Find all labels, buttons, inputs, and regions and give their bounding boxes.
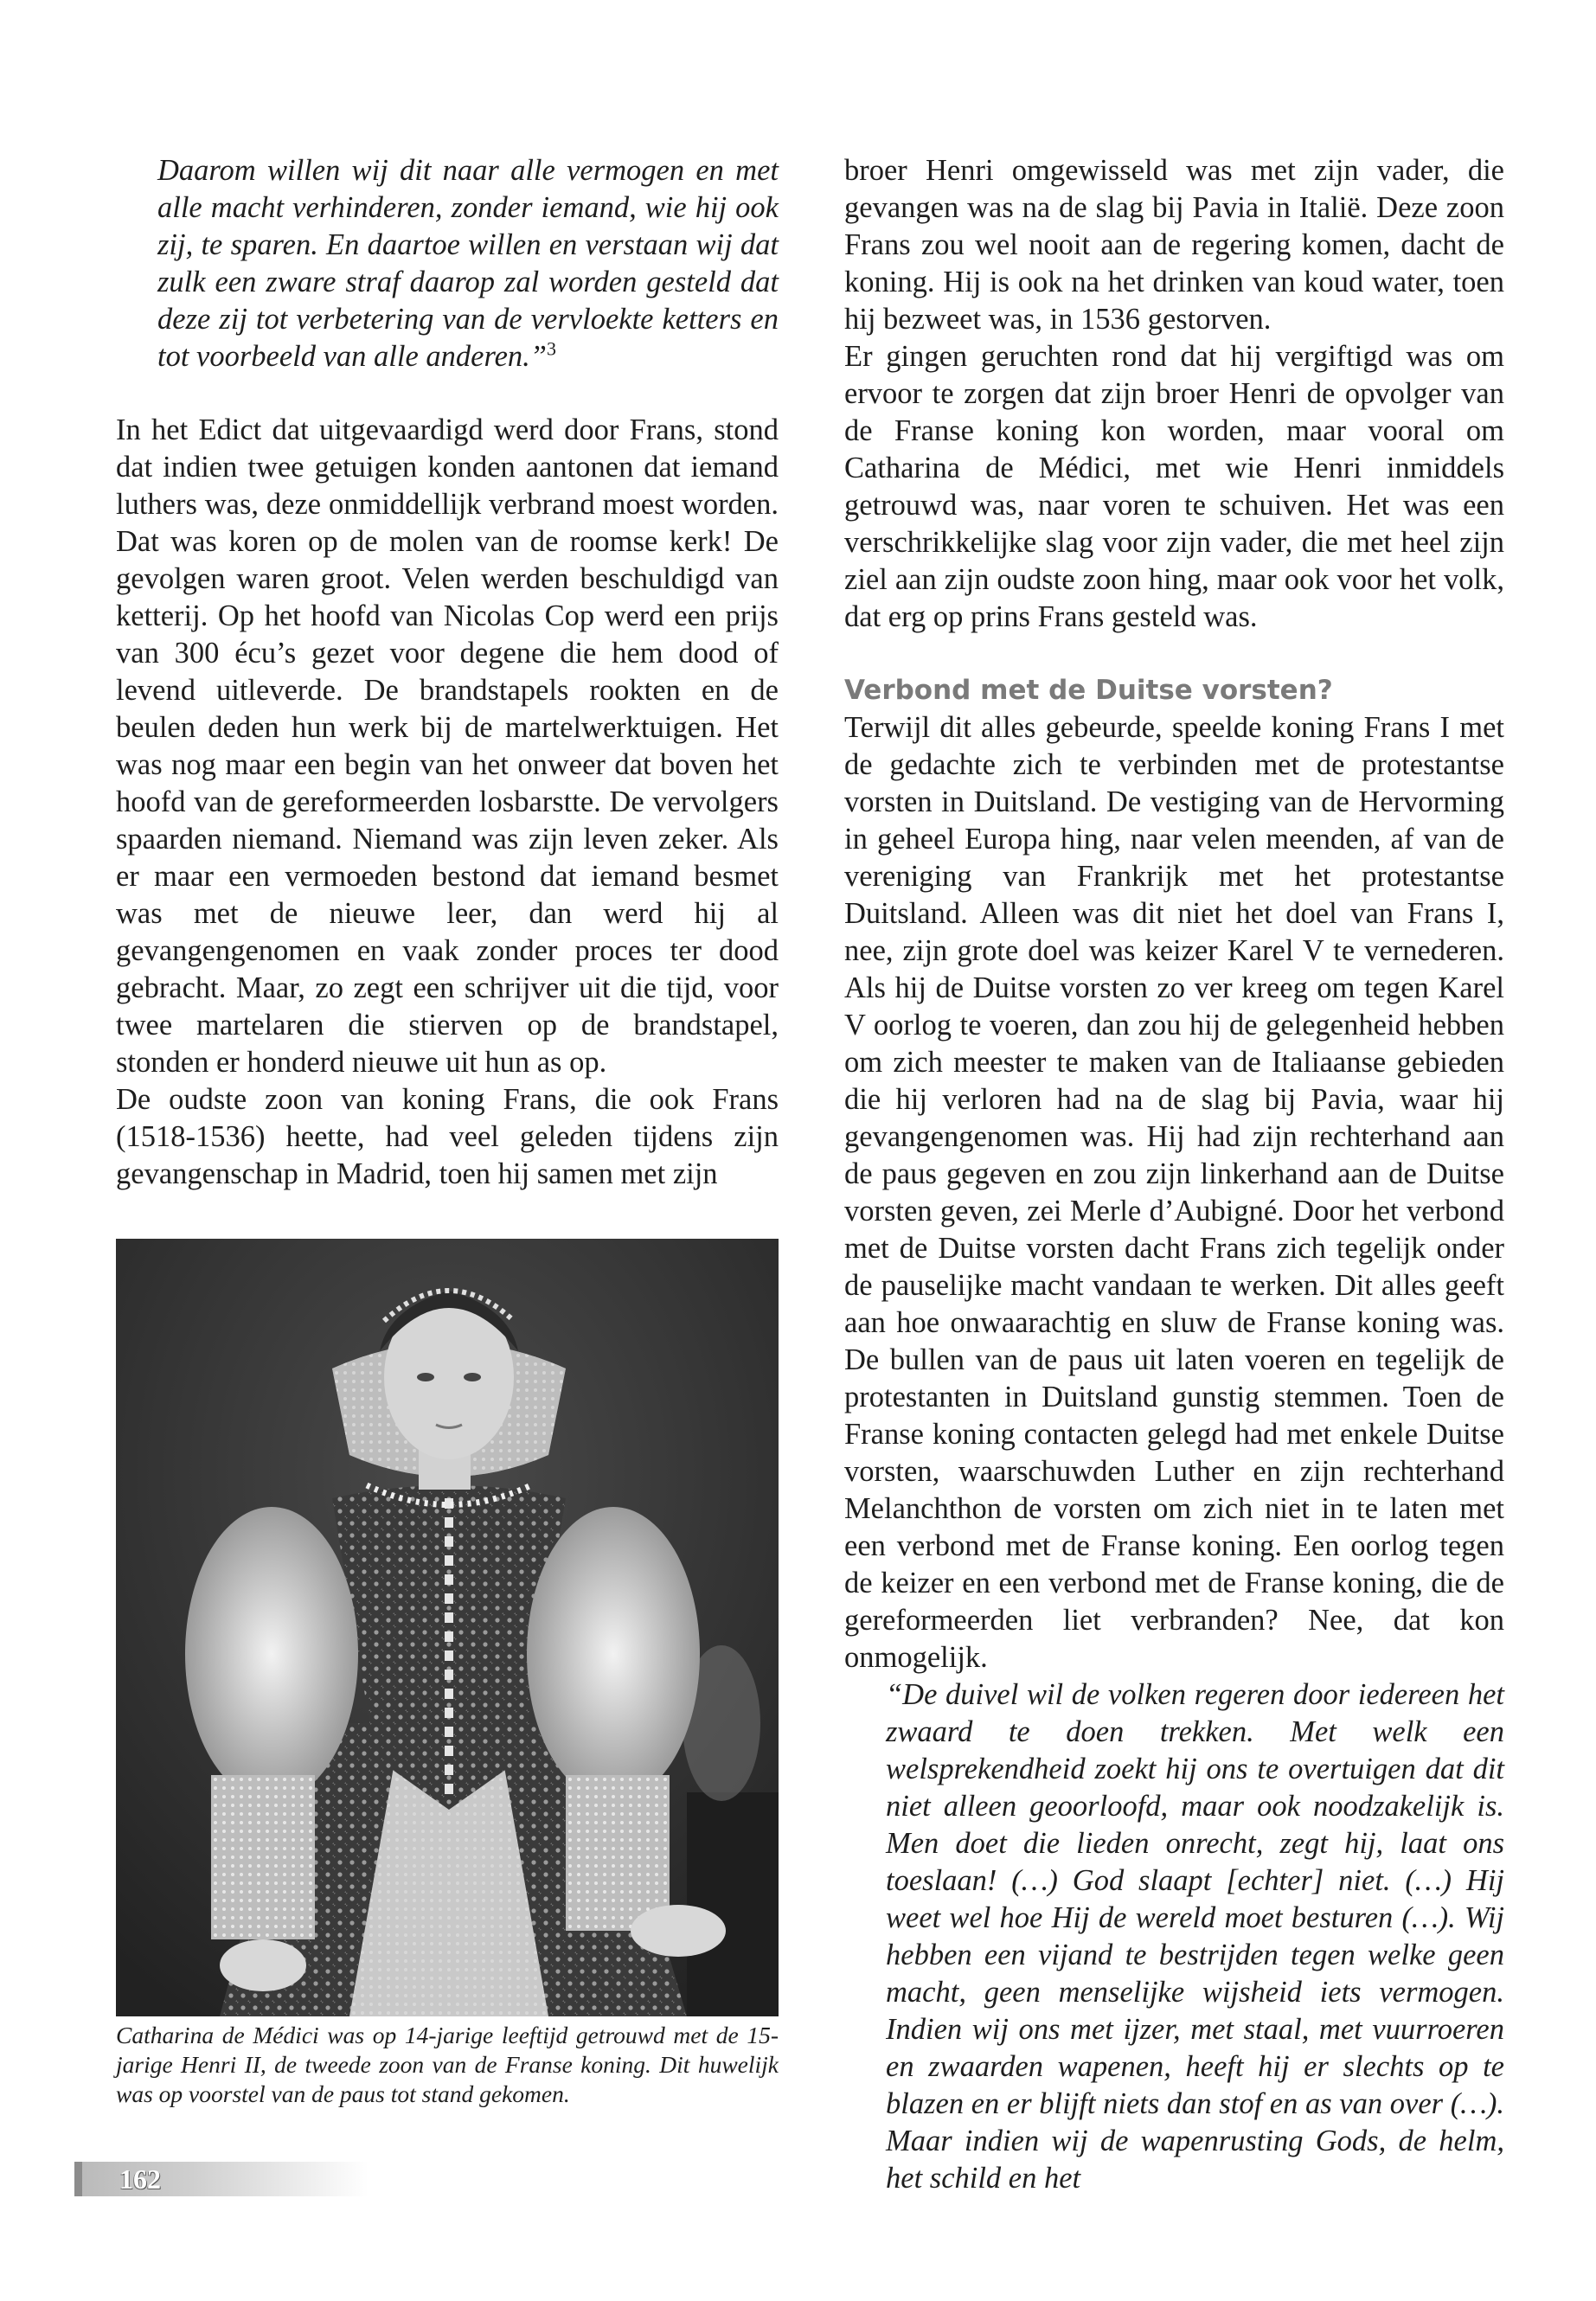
- folio-marker: [74, 2162, 82, 2196]
- left-column: [116, 152, 779, 1193]
- body-paragraph: In het Edict dat uitgevaardigd werd door Frans, stond dat indien twee getuigen konden aantonen dat iemand luthers was, deze onmiddellijk verbrand moest worden. Dat was koren op de molen van de roomse kerk! De gevolgen waren groot. Velen werden beschuldigd van ketterij. Op het hoofd van Nicolas Cop werd een prijs van 300 écu’s gezet voor degene die hem dood of levend uitleverde. De brandstapels rookten en de beulen deden hun werk bij de martelwerktuigen. Het was nog maar een begin van het onweer dat boven het hoofd van de gereformeerden losbarstte. De vervolgers spaarden niemand. Niemand was zijn leven zeker. Als er maar een vermoeden bestond dat iemand besmet was met de nieuwe leer, dan werd hij al gevangengenomen en vaak zonder proces ter dood gebracht. Maar, zo zegt een schrijver uit die tijd, voor twee martelaren die stierven op de brandstapel, stonden er honderd nieuwe uit hun as op.: [116, 413, 779, 1079]
- page-number-tab: [74, 2162, 369, 2196]
- edict-quote: Daarom willen wij dit naar alle vermogen en met alle macht verhinderen, zonder iemand, wie hij ook zij, te sparen. En daartoe willen en verstaan wij dat zulk een zware straf daarop zal worden gesteld dat deze zij tot verbetering van de vervloekte ketters en tot voorbeeld van alle anderen.”$^3$: [157, 154, 779, 373]
- image-caption: Catharina de Médici was op 14-jarige leeftijd getrouwd met de 15-jarige Henri II, de tweede zoon van de Franse koning. Dit huwelijk was op voorstel van de paus tot stand gekomen.: [116, 2022, 779, 2107]
- body-paragraph: Terwijl dit alles gebeurde, speelde koning Frans I met de gedachte zich te verbinden met de protestantse vorsten in Duitsland. De vestiging van de Hervorming in geheel Europa hing, naar velen meenden, af van de vereniging van Frankrijk met het protestantse Duitsland. Alleen was dit niet het doel van Frans I, nee, zijn grote doel was keizer Karel V te vernederen. Als hij de Duitse vorsten zo ver kreeg om tegen Karel V oorlog te voeren, dan zou hij de gelegenheid hebben om zich meester te maken van de Italiaanse gebieden die hij verloren had na de slag bij Pavia, waar hij gevangengenomen was. Hij had zijn rechterhand aan de paus gegeven en zou zijn linkerhand aan de Duitse vorsten geven, zei Merle d’Aubigné. Door het verbond met de Duitse vorsten dacht Frans zich tegelijk onder de pauselijke macht vandaan te werken. Dit alles geeft aan hoe onwaarachtig en sluw de Franse koning was. De bullen van de paus uit laten voeren en tegelijk de protestanten in Duitsland gunstig stemmen. Toen de Franse koning contacten gelegd had met enkele Duitse vorsten, waarschuwden Luther en zijn rechterhand Melanchthon de vorsten om zich niet in te laten met een verbond met de Franse koning. Een oorlog tegen de keizer en een verbond met de Franse koning, die de gereformeerden liet verbranden? Nee, dat kon onmogelijk.: [844, 711, 1504, 1674]
- right-column: [844, 152, 1504, 2197]
- footnote-marker: 3: [547, 337, 556, 360]
- page-number: 162: [119, 2163, 161, 2195]
- portrait-image-catharina-de-medici: [116, 1239, 779, 2016]
- luther-quote: “De duivel wil de volken regeren door iedereen het zwaard te doen trekken. Met welk een welsprekendheid zoekt hij ons te overtuigen dat dit niet alleen geoorloofd, maar ook noodzakelijk is. Men doet die lieden onrecht, zegt hij, laat ons toeslaan! (…) God slaapt [echter] niet. (…) Hij weet wel hoe Hij de wereld moet besturen (…). Wij hebben een vijand te bestrijden tegen welke geen macht, geen menselijke wijsheid iets vermogen. Indien wij ons met ijzer, met staal, met vuurroeren en zwaarden wapenen, heeft hij er slechts op te blazen en er blijft niets dan stof en as van over (…). Maar indien wij de wapenrusting Gods, de helm, het schild en het: [886, 1678, 1504, 2195]
- body-paragraph: broer Henri omgewisseld was met zijn vader, die gevangen was na de slag bij Pavia in Italië. Deze zoon Frans zou wel nooit aan de regering komen, dacht de koning. Hij is ook na het drinken van koud water, toen hij bezweet was, in 1536 gestorven.: [844, 154, 1504, 336]
- section-heading: Verbond met de Duitse vorsten?: [844, 675, 1333, 706]
- body-paragraph: De oudste zoon van koning Frans, die ook Frans (1518-1536) heette, had veel geleden tijdens zijn gevangenschap in Madrid, toen hij samen met zijn: [116, 1083, 779, 1190]
- body-paragraph: Er gingen geruchten rond dat hij vergiftigd was om ervoor te zorgen dat zijn broer Henri de opvolger van de Franse koning kon worden, maar vooral om Catharina de Médici, met wie Henri inmiddels getrouwd was, naar voren te schuiven. Het was een verschrikkelijke slag voor zijn vader, die met heel zijn ziel aan zijn oudste zoon hing, maar ook voor het volk, dat erg op prins Frans gesteld was.: [844, 340, 1504, 633]
